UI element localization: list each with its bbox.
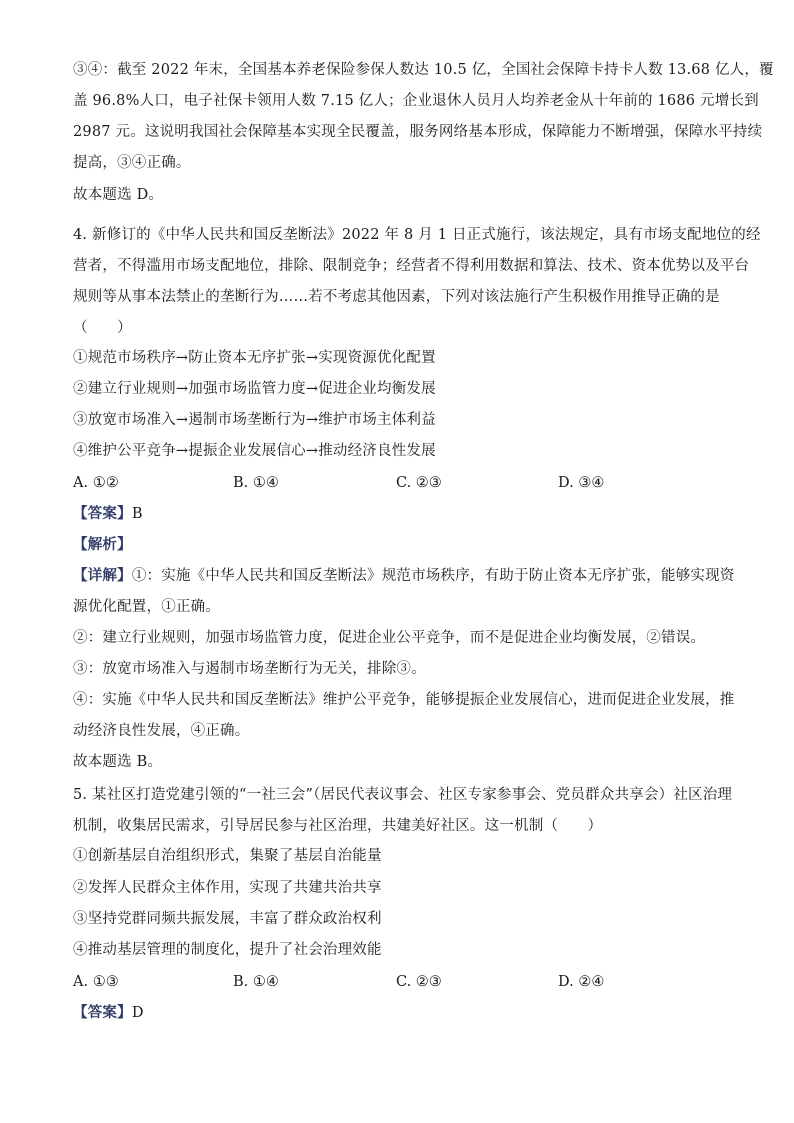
q5-item: ④推动基层管理的制度化，提升了社会治理效能	[73, 942, 382, 958]
q4-option-a: A. ①②	[73, 475, 119, 491]
q5-stem-line: 5. 某社区打造党建引领的“一社三会”（居民代表议事会、社区专家参事会、党员群众共享会）社区治理	[73, 787, 733, 803]
q3-text-line: ③④：截至 2022 年末，全国基本养老保险参保人数达 10.5 亿，全国社会保障卡持卡人数 13.68 亿人，覆	[73, 62, 774, 78]
answer-tag: 【答案】	[73, 1004, 132, 1021]
q4-option-d: D. ③④	[558, 475, 605, 491]
q4-detail-line: ③：放宽市场准入与遏制市场垄断行为无关，排除③。	[73, 661, 426, 677]
analysis-tag: 【解析】	[73, 536, 132, 553]
q4-item: ③放宽市场准入→遏制市场垄断行为→维护市场主体利益	[73, 412, 436, 428]
q4-detail-line	[73, 566, 733, 586]
q4-stem-line: 营者，不得滥用市场支配地位，排除、限制竞争；经营者不得利用数据和算法、技术、资本优势以及平台	[73, 258, 750, 274]
q4-answer-blank: （ ）	[73, 320, 132, 336]
q5-option-d: D. ②④	[558, 974, 605, 990]
q3-text-line: 2987 元。这说明我国社会保障基本实现全民覆盖，服务网络基本形成，保障能力不断增强，保障水平持续	[73, 124, 763, 140]
q5-item: ③坚持党群同频共振发展，丰富了群众政治权利	[73, 911, 382, 927]
q4-detail-line: ④：实施《中华人民共和国反垄断法》维护公平竞争，能够提振企业发展信心，进而促进企业发展，推	[73, 692, 735, 708]
q4-analysis-heading	[73, 535, 733, 555]
q5-item: ①创新基层自治组织形式，集聚了基层自治能量	[73, 848, 382, 864]
q5-option-a: A. ①③	[73, 974, 119, 990]
q5-answer	[73, 1003, 733, 1023]
q5-stem-line: 机制，收集居民需求，引导居民参与社区治理，共建美好社区。这一机制（ ）	[73, 818, 603, 834]
q5-option-b: B. ①④	[233, 974, 279, 990]
q4-stem-line: 规则等从事本法禁止的垄断行为……若不考虑其他因素，下列对该法施行产生积极作用推导正确的是	[73, 289, 720, 305]
q4-detail-line: 源优化配置，①正确。	[73, 599, 220, 615]
q3-conclusion: 故本题选 D。	[73, 187, 164, 203]
q4-option-c: C. ②③	[396, 475, 442, 491]
q4-answer-value: B	[131, 506, 143, 522]
q3-text-line: 提高，③④正确。	[73, 155, 191, 171]
q4-item: ①规范市场秩序→防止资本无序扩张→实现资源优化配置	[73, 350, 436, 366]
q4-item: ②建立行业规则→加强市场监管力度→促进企业均衡发展	[73, 381, 436, 397]
q4-option-b: B. ①④	[233, 475, 279, 491]
q5-option-c: C. ②③	[396, 974, 442, 990]
q4-stem-line: 4. 新修订的《中华人民共和国反垄断法》2022 年 8 月 1 日正式施行，该法规定，具有市场支配地位的经	[73, 227, 761, 243]
q4-detail-line: ②：建立行业规则，加强市场监管力度，促进企业公平竞争，而不是促进企业均衡发展，②错误。	[73, 630, 706, 646]
q5-item: ②发挥人民群众主体作用，实现了共建共治共享	[73, 880, 382, 896]
answer-tag: 【答案】	[73, 505, 132, 522]
detail-tag: 【详解】	[73, 567, 132, 584]
q4-answer	[73, 504, 733, 524]
q4-detail-line: 动经济良性发展，④正确。	[73, 723, 250, 739]
q4-conclusion: 故本题选 B。	[73, 754, 163, 770]
q3-text-line: 盖 96.8%人口，电子社保卡领用人数 7.15 亿人；企业退休人员月人均养老金从十年前的 1686 元增长到	[73, 93, 759, 109]
q4-item: ④维护公平竞争→提振企业发展信心→推动经济良性发展	[73, 443, 436, 459]
q4-detail-text: ①：实施《中华人民共和国反垄断法》规范市场秩序，有助于防止资本无序扩张，能够实现资	[131, 568, 735, 584]
q5-answer-value: D	[131, 1005, 144, 1021]
